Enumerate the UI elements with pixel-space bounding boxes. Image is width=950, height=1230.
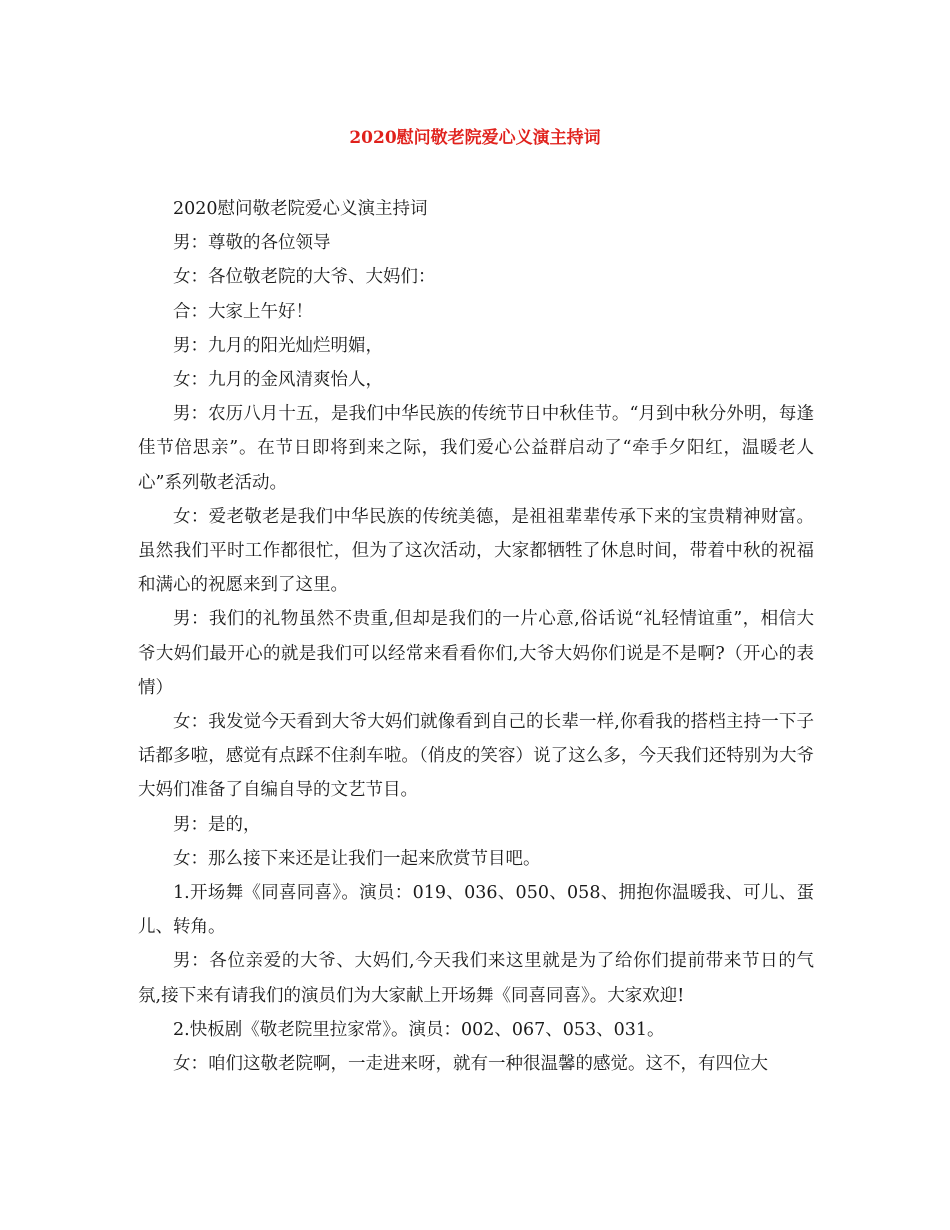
document-title: 2020慰问敬老院爱心义演主持词 (349, 128, 601, 148)
program-item: 2.快板剧《敬老院里拉家常》。演员：002、067、053、031。 (173, 1019, 665, 1040)
document-body (138, 192, 814, 1081)
paragraph: 女：咱们这敬老院啊，一走进来呀，就有一种很温馨的感觉。这不，有四位大 (173, 1054, 768, 1075)
paragraph: 男：是的， (173, 814, 261, 835)
paragraph: 女：爱老敬老是我们中华民族的传统美德，是祖祖辈辈传承下来的宝贵精神财富。虽然我们平时工作都很忙，但为了这次活动，大家都牺牲了休息时间，带着中秋的祝福和满心的祝愿来到了这里。 (138, 506, 814, 596)
paragraph: 女：那么接下来还是让我们一起来欣赏节目吧。 (173, 848, 541, 869)
program-item: 1.开场舞《同喜同喜》。演员：019、036、050、058、拥抱你温暖我、可儿、蛋儿、转角。 (138, 883, 814, 938)
paragraph: 女：各位敬老院的大爷、大妈们： (173, 267, 436, 288)
paragraph: 男：我们的礼物虽然不贵重,但却是我们的一片心意,俗话说“礼轻情谊重”，相信大爷大妈们最开心的就是我们可以经常来看看你们,大爷大妈你们说是不是啊?（开心的表情） (138, 609, 814, 698)
paragraph: 男：农历八月十五，是我们中华民族的传统节日中秋佳节。“月到中秋分外明，每逢佳节倍思亲”。在节日即将到来之际，我们爱心公益群启动了“牵手夕阳红，温暖老人心”系列敬老活动。 (138, 404, 814, 493)
paragraph: 女：九月的金风清爽怡人， (173, 370, 383, 391)
paragraph-subtitle: 2020慰问敬老院爱心义演主持词 (173, 199, 428, 219)
paragraph: 合：大家上午好！ (173, 301, 313, 322)
paragraph: 女：我发觉今天看到大爷大妈们就像看到自己的长辈一样,你看我的搭档主持一下子话都多啦，感觉有点踩不住刹车啦。（俏皮的笑容）说了这么多，今天我们还特别为大爷大妈们准备了自编自导的文艺节目。 (138, 712, 814, 801)
paragraph: 男：尊敬的各位领导 (173, 233, 331, 254)
paragraph: 男：九月的阳光灿烂明媚， (173, 335, 383, 356)
paragraph: 男：各位亲爱的大爷、大妈们,今天我们来这里就是为了给你们提前带来节日的气氛,接下来有请我们的演员们为大家献上开场舞《同喜同喜》。大家欢迎! (138, 951, 814, 1006)
